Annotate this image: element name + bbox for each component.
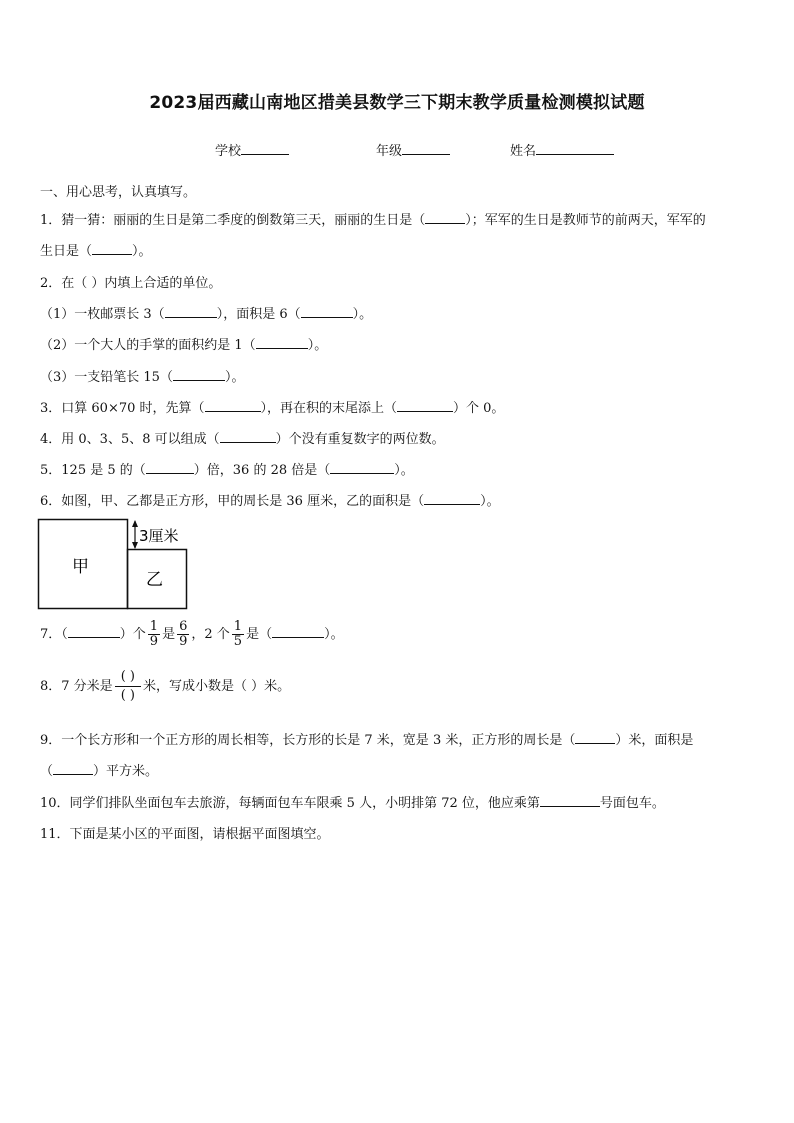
q3-blank-1[interactable]	[205, 399, 261, 412]
grade-label: 年级	[376, 144, 403, 159]
question-11: 11．下面是某小区的平面图，请根据平面图填空。	[40, 827, 330, 842]
label-yi: 乙	[146, 570, 163, 590]
grade-blank[interactable]	[402, 142, 450, 155]
q5-blank-1[interactable]	[146, 461, 194, 474]
school-field	[215, 140, 289, 159]
question-5: 5．125 是 5 的（ ）倍，36 的 28 倍是（ ）。	[40, 463, 414, 478]
question-9-line-1: 9．一个长方形和一个正方形的周长相等，长方形的长是 7 米，宽是 3 米，正方形的周长是（ ）米，面积是	[40, 733, 694, 748]
question-8: 8．7 分米是 $\frac{( )}{( )}$ 米，写成小数是（ ）米。	[40, 669, 291, 703]
fraction-1-5: $\frac{1}{5}$	[233, 619, 243, 649]
q2-3-blank[interactable]	[173, 368, 225, 381]
name-field	[510, 140, 614, 159]
q10-blank[interactable]	[540, 794, 600, 807]
name-blank[interactable]	[536, 142, 614, 155]
arrow-down-icon	[132, 542, 138, 549]
question-4: 4．用 0、3、5、8 可以组成（ ）个没有重复数字的两位数。	[40, 432, 445, 447]
question-6: 6．如图，甲、乙都是正方形，甲的周长是 36 厘米，乙的面积是（ ）。	[40, 494, 500, 509]
question-1-line-2: 生日是（ ）。	[40, 244, 152, 259]
question-2: 2．在（ ）内填上合适的单位。	[40, 276, 222, 291]
q2-1-blank-2[interactable]	[301, 305, 353, 318]
question-7: 7．（ ）个 $\frac{1}{9}$ 是 $\frac{6}{9}$ ，2 个 $\frac{1}{5}$ 是（ ）。	[40, 619, 344, 649]
question-10: 10．同学们排队坐面包车去旅游，每辆面包车车限乘 5 人，小明排第 72 位，他应乘第 号面包车。	[40, 796, 665, 811]
label-jia: 甲	[72, 557, 89, 577]
q9-blank-1[interactable]	[575, 731, 615, 744]
school-blank[interactable]	[241, 142, 289, 155]
q1-blank-1[interactable]	[425, 211, 465, 224]
q7-blank-2[interactable]	[272, 625, 324, 638]
q3-blank-2[interactable]	[397, 399, 453, 412]
question-9-line-2: （ ）平方米。	[40, 764, 159, 779]
fraction-6-9: $\frac{6}{9}$	[179, 619, 188, 649]
question-2-part-1: （1）一枚邮票长 3（ ），面积是 6（ ）。	[40, 307, 373, 322]
school-label: 学校	[215, 144, 242, 159]
question-2-part-3: （3）一支铅笔长 15（ ）。	[40, 370, 245, 385]
squares-figure	[36, 517, 196, 611]
question-2-part-2: （2）一个大人的手掌的面积约是 1（ ）。	[40, 338, 328, 353]
question-1-line-1: 1．猜一猜：丽丽的生日是第二季度的倒数第三天，丽丽的生日是（ ）；军军的生日是教师节的前两天，军军的	[40, 213, 706, 228]
q6-blank[interactable]	[424, 492, 480, 505]
fraction-blank[interactable]: $\frac{( )}{( )}$	[115, 668, 141, 705]
dimension-label: 3厘米	[139, 527, 179, 545]
question-3: 3．口算 60×70 时，先算（ ），再在积的末尾添上（ ）个 0。	[40, 401, 505, 416]
page-title: 2023届西藏山南地区措美县数学三下期末教学质量检测模拟试题	[149, 93, 645, 113]
q2-2-blank[interactable]	[256, 336, 308, 349]
name-label: 姓名	[510, 144, 537, 159]
q1-blank-2[interactable]	[92, 242, 132, 255]
q4-blank[interactable]	[220, 430, 276, 443]
grade-field	[376, 140, 450, 159]
q5-blank-2[interactable]	[330, 461, 394, 474]
arrow-up-icon	[132, 520, 138, 527]
q2-1-blank-1[interactable]	[165, 305, 217, 318]
q7-blank-1[interactable]	[68, 625, 120, 638]
q9-blank-2[interactable]	[53, 762, 93, 775]
fraction-1-9: $\frac{1}{9}$	[149, 619, 159, 649]
section-heading: 一、用心思考，认真填写。	[40, 185, 197, 200]
